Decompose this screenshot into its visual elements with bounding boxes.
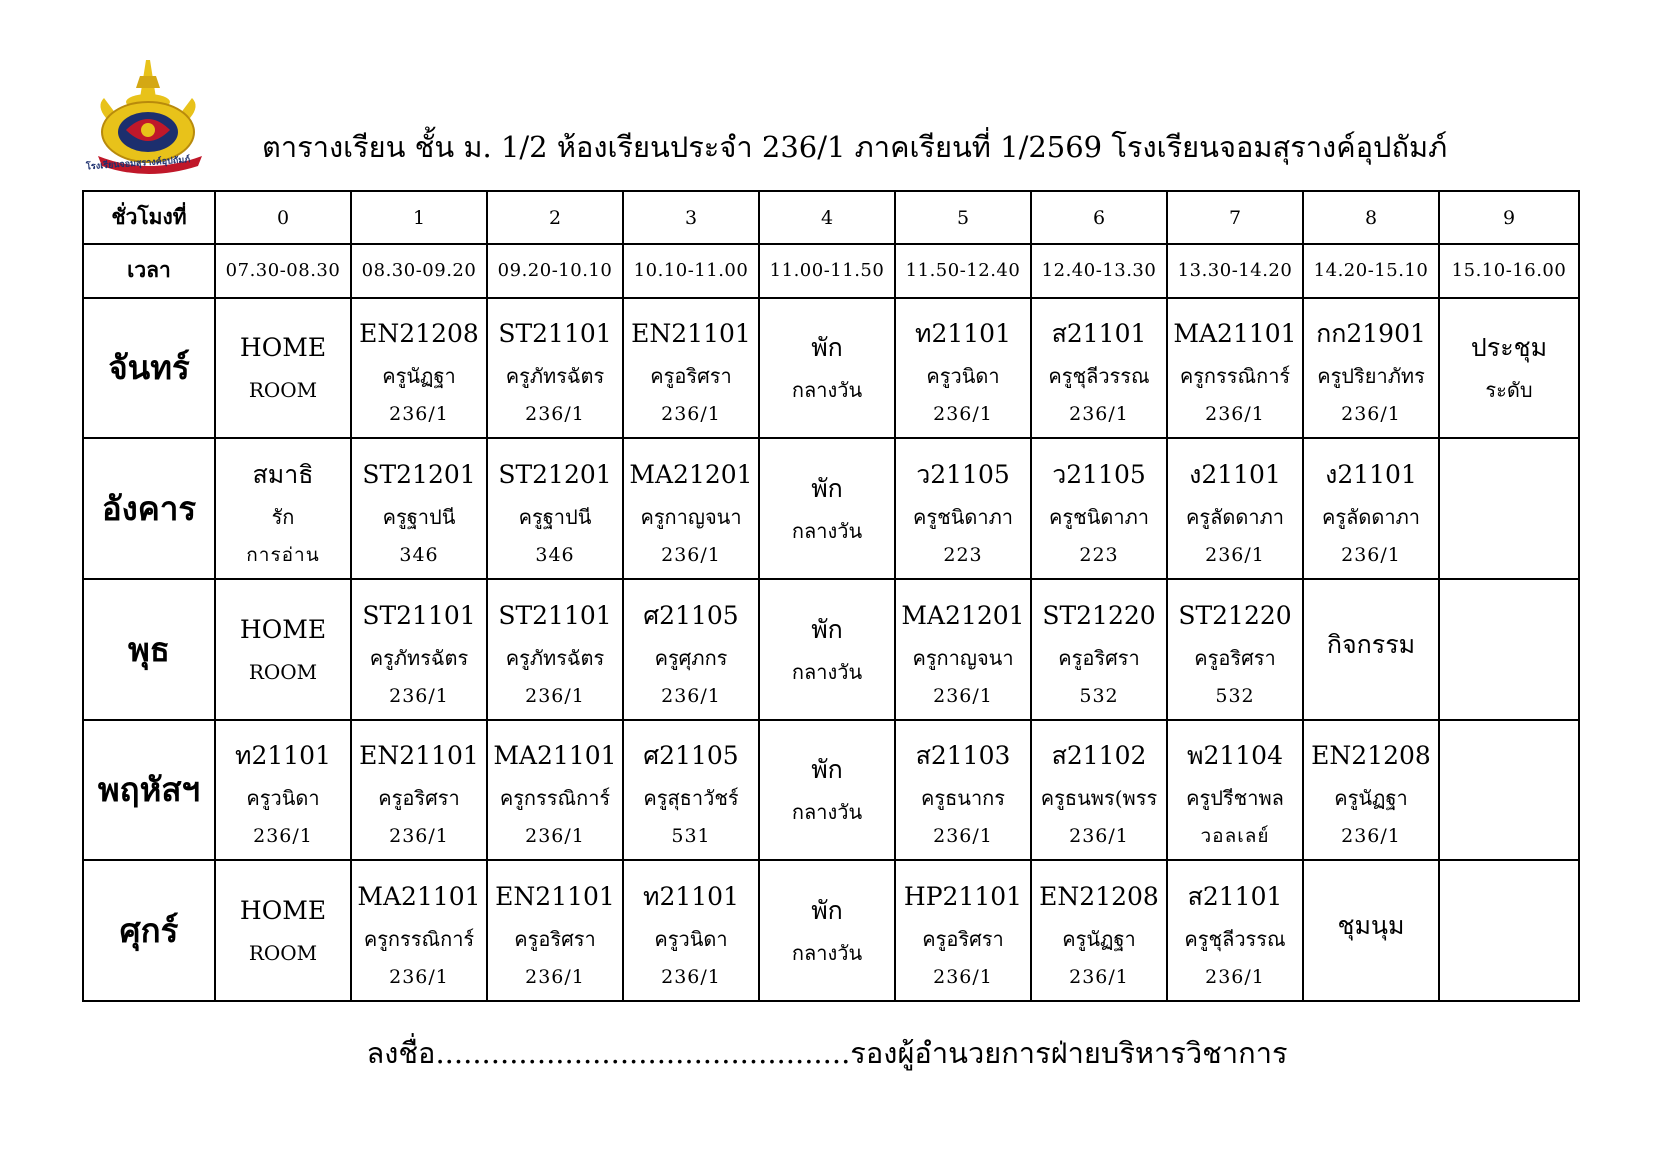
cell-subject: EN21101 [359, 741, 479, 771]
cell-subject: ง21101 [1189, 460, 1281, 490]
cell-teacher: รัก [271, 505, 295, 530]
schedule-cell [1439, 298, 1579, 439]
schedule-cell [759, 860, 895, 1001]
cell-subject: MA21101 [1173, 319, 1297, 349]
schedule-cell [1167, 298, 1303, 439]
cell-subject: EN21208 [1039, 882, 1159, 912]
schedule-cell [1167, 579, 1303, 720]
schedule-cell [1439, 720, 1579, 861]
cell-room: 236/1 [1205, 966, 1265, 989]
cell-room: 236/1 [933, 825, 993, 848]
cell-subject: ชุมนุม [1337, 911, 1405, 941]
cell-subject: ว21105 [1052, 460, 1146, 490]
cell-room: 223 [1079, 544, 1119, 567]
period-number: 6 [1031, 191, 1167, 244]
schedule-cell [895, 860, 1031, 1001]
cell-subject: HP21101 [903, 882, 1023, 912]
cell-room: 236/1 [389, 403, 449, 426]
cell-subject: MA21101 [493, 741, 617, 771]
cell-room: 532 [1079, 684, 1119, 707]
cell-subject: ST21101 [498, 319, 612, 349]
schedule-cell [487, 720, 623, 861]
schedule-cell [1439, 438, 1579, 579]
school-emblem [86, 58, 214, 178]
cell-subject: HOME [239, 614, 327, 644]
period-number: 0 [215, 191, 351, 244]
schedule-cell [759, 579, 895, 720]
cell-teacher: ครูสุธาวัชร์ [643, 786, 739, 811]
cell-subject: MA21201 [629, 460, 753, 490]
time-range: 09.20-10.10 [487, 244, 623, 297]
schedule-cell [895, 298, 1031, 439]
cell-teacher: กลางวัน [791, 941, 863, 966]
schedule-cell [215, 579, 351, 720]
schedule-cell [1303, 298, 1439, 439]
cell-teacher: ครูอริศรา [1058, 645, 1140, 670]
schedule-cell [759, 298, 895, 439]
time-range: 14.20-15.10 [1303, 244, 1439, 297]
cell-teacher: ครูอริศรา [514, 927, 596, 952]
period-number: 8 [1303, 191, 1439, 244]
cell-subject: ST21101 [362, 600, 476, 630]
period-number: 5 [895, 191, 1031, 244]
emblem-caption: โรงเรียนจอมสุรางค์อุปถัมภ์ [85, 155, 191, 173]
cell-teacher: ROOM [248, 941, 318, 966]
cell-teacher: ครูวนิดา [654, 927, 728, 952]
period-label: ชั่วโมงที่ [83, 191, 215, 244]
schedule-cell [1031, 720, 1167, 861]
cell-subject: ST21201 [362, 460, 476, 490]
schedule-cell [1439, 579, 1579, 720]
cell-subject: ST21220 [1042, 600, 1156, 630]
cell-teacher: ครูฐาปนี [382, 505, 456, 530]
cell-teacher: ครูชุลีวรรณ [1184, 927, 1286, 952]
schedule-cell [1031, 860, 1167, 1001]
cell-room: 236/1 [525, 966, 585, 989]
cell-room: 236/1 [1205, 544, 1265, 567]
schedule-cell [351, 579, 487, 720]
cell-subject: ท21101 [642, 882, 739, 912]
cell-teacher: ครูนัฏฐา [382, 364, 456, 389]
cell-teacher: ครูนัฏฐา [1334, 786, 1408, 811]
cell-subject: HOME [239, 333, 327, 363]
cell-subject: EN21208 [359, 319, 479, 349]
cell-teacher: ครูวนิดา [246, 786, 320, 811]
cell-room: 236/1 [661, 966, 721, 989]
time-range: 15.10-16.00 [1439, 244, 1579, 297]
schedule-cell [215, 438, 351, 579]
cell-room: 531 [671, 825, 711, 848]
schedule-cell [1031, 438, 1167, 579]
cell-subject: พัก [811, 896, 843, 926]
cell-subject: กก21901 [1316, 319, 1426, 349]
cell-subject: ว21105 [916, 460, 1010, 490]
cell-subject: ST21101 [498, 600, 612, 630]
day-name: พฤหัสฯ [83, 720, 215, 861]
cell-teacher: ครูภัทรฉัตร [505, 645, 605, 670]
cell-room: 236/1 [661, 544, 721, 567]
cell-teacher: ครูปรีชาพล [1186, 786, 1284, 811]
cell-room: 236/1 [1341, 403, 1401, 426]
cell-subject: ส21102 [1051, 741, 1147, 771]
cell-room: 236/1 [253, 825, 313, 848]
cell-teacher: กลางวัน [791, 519, 863, 544]
cell-room: 236/1 [1069, 966, 1129, 989]
cell-teacher: ครูธนากร [920, 786, 1006, 811]
cell-teacher: ครูชนิดาภา [913, 505, 1013, 530]
cell-teacher: ครูลัดดาภา [1186, 505, 1284, 530]
day-name: พุธ [83, 579, 215, 720]
schedule-cell [215, 298, 351, 439]
cell-teacher: ครูธนพร(พรร [1040, 786, 1158, 811]
period-number: 1 [351, 191, 487, 244]
period-number: 2 [487, 191, 623, 244]
schedule-cell [1031, 298, 1167, 439]
cell-subject: ท21101 [234, 741, 331, 771]
cell-subject: ประชุม [1470, 333, 1548, 363]
cell-teacher: ครูอริศรา [378, 786, 460, 811]
cell-subject: EN21208 [1311, 741, 1431, 771]
cell-teacher: ครูศุภกร [654, 645, 728, 670]
cell-subject: พ21104 [1186, 741, 1283, 771]
schedule-cell [623, 860, 759, 1001]
cell-room: 236/1 [1205, 403, 1265, 426]
schedule-cell [1303, 579, 1439, 720]
period-number: 9 [1439, 191, 1579, 244]
schedule-cell [623, 720, 759, 861]
schedule-cell [895, 438, 1031, 579]
cell-room: 236/1 [1069, 403, 1129, 426]
cell-teacher: ครูภัทรฉัตร [505, 364, 605, 389]
day-name: อังคาร [83, 438, 215, 579]
cell-subject: พัก [811, 333, 843, 363]
schedule-cell [1167, 860, 1303, 1001]
cell-room: 346 [399, 544, 439, 567]
day-row [83, 579, 1579, 720]
timetable [82, 190, 1580, 1002]
cell-room: 236/1 [933, 403, 993, 426]
page-title: ตารางเรียน ชั้น ม. 1/2 ห้องเรียนประจำ 236/1 ภาคเรียนที่ 1/2569 โรงเรียนจอมสุรางค์อุปถัมภ์ [262, 130, 1448, 164]
schedule-cell [1031, 579, 1167, 720]
period-row [83, 191, 1579, 244]
cell-teacher: ครูวนิดา [926, 364, 1000, 389]
cell-room: 223 [943, 544, 983, 567]
cell-teacher: ครูภัทรฉัตร [369, 645, 469, 670]
time-range: 12.40-13.30 [1031, 244, 1167, 297]
schedule-cell [351, 720, 487, 861]
schedule-cell [895, 579, 1031, 720]
schedule-cell [1439, 860, 1579, 1001]
period-number: 7 [1167, 191, 1303, 244]
signature-line: ลงชื่อ.............................................รองผู้อำนวยการฝ่ายบริหารวิชาการ [366, 1036, 1288, 1070]
cell-teacher: ครูกรรณิการ์ [499, 786, 611, 811]
cell-teacher: ครูกาญจนา [912, 645, 1014, 670]
period-number: 4 [759, 191, 895, 244]
cell-teacher: กลางวัน [791, 800, 863, 825]
cell-teacher: ครูชนิดาภา [1049, 505, 1149, 530]
schedule-cell [351, 438, 487, 579]
cell-subject: พัก [811, 755, 843, 785]
cell-teacher: ครูกาญจนา [640, 505, 742, 530]
schedule-cell [623, 579, 759, 720]
schedule-cell [487, 438, 623, 579]
schedule-cell [623, 438, 759, 579]
cell-room: 236/1 [933, 966, 993, 989]
time-range: 10.10-11.00 [623, 244, 759, 297]
day-row [83, 860, 1579, 1001]
cell-teacher: ครูลัดดาภา [1322, 505, 1420, 530]
schedule-cell [215, 860, 351, 1001]
cell-subject: MA21101 [357, 882, 481, 912]
cell-teacher: ครูกรรณิการ์ [1179, 364, 1291, 389]
cell-subject: HOME [239, 896, 327, 926]
cell-room: วอลเลย์ [1200, 825, 1270, 848]
period-number: 3 [623, 191, 759, 244]
cell-room: 236/1 [389, 966, 449, 989]
cell-subject: MA21201 [901, 600, 1025, 630]
time-row [83, 244, 1579, 297]
cell-teacher: ครูอริศรา [1194, 645, 1276, 670]
cell-room: 236/1 [1341, 544, 1401, 567]
schedule-cell [1303, 860, 1439, 1001]
cell-room: 236/1 [1341, 825, 1401, 848]
schedule-cell [487, 860, 623, 1001]
cell-room: 236/1 [933, 684, 993, 707]
cell-teacher: ครูกรรณิการ์ [363, 927, 475, 952]
cell-subject: ST21220 [1178, 600, 1292, 630]
cell-room: 346 [535, 544, 575, 567]
schedule-cell [351, 860, 487, 1001]
schedule-cell [487, 579, 623, 720]
day-row [83, 298, 1579, 439]
time-range: 07.30-08.30 [215, 244, 351, 297]
cell-subject: ง21101 [1325, 460, 1417, 490]
day-row [83, 720, 1579, 861]
cell-room: 236/1 [389, 825, 449, 848]
time-range: 13.30-14.20 [1167, 244, 1303, 297]
cell-teacher: ครูนัฏฐา [1062, 927, 1136, 952]
cell-subject: ศ21105 [643, 600, 739, 630]
day-name: ศุกร์ [83, 860, 215, 1001]
cell-subject: ส21101 [1051, 319, 1147, 349]
schedule-cell [623, 298, 759, 439]
schedule-cell [759, 438, 895, 579]
cell-teacher: ครูปริยาภัทร [1317, 364, 1425, 389]
schedule-cell [1167, 438, 1303, 579]
cell-teacher: ครูอริศรา [650, 364, 732, 389]
cell-subject: ศ21105 [643, 741, 739, 771]
time-range: 11.50-12.40 [895, 244, 1031, 297]
cell-teacher: ครูฐาปนี [518, 505, 592, 530]
cell-teacher: กลางวัน [791, 659, 863, 684]
time-label: เวลา [83, 244, 215, 297]
cell-teacher: ครูชุลีวรรณ [1048, 364, 1150, 389]
cell-subject: EN21101 [631, 319, 751, 349]
cell-subject: ท21101 [914, 319, 1011, 349]
cell-teacher: ระดับ [1485, 378, 1533, 403]
cell-teacher: ครูอริศรา [922, 927, 1004, 952]
cell-room: 236/1 [389, 684, 449, 707]
schedule-cell [1303, 438, 1439, 579]
cell-room: 236/1 [525, 825, 585, 848]
cell-subject: กิจกรรม [1326, 629, 1416, 659]
cell-subject: ส21103 [915, 741, 1011, 771]
day-row [83, 438, 1579, 579]
cell-room: 532 [1215, 684, 1255, 707]
cell-room: 236/1 [661, 403, 721, 426]
cell-teacher: กลางวัน [791, 378, 863, 403]
time-range: 08.30-09.20 [351, 244, 487, 297]
schedule-cell [1167, 720, 1303, 861]
cell-room: 236/1 [1069, 825, 1129, 848]
schedule-cell [1303, 720, 1439, 861]
cell-subject: พัก [811, 614, 843, 644]
schedule-cell [895, 720, 1031, 861]
cell-room: 236/1 [525, 684, 585, 707]
cell-teacher: ROOM [248, 378, 318, 403]
time-range: 11.00-11.50 [759, 244, 895, 297]
cell-room: 236/1 [525, 403, 585, 426]
schedule-cell [487, 298, 623, 439]
cell-subject: ST21201 [498, 460, 612, 490]
schedule-cell [759, 720, 895, 861]
cell-subject: ส21101 [1187, 882, 1283, 912]
schedule-cell [215, 720, 351, 861]
day-name: จันทร์ [83, 298, 215, 439]
cell-subject: พัก [811, 474, 843, 504]
cell-teacher: ROOM [248, 659, 318, 684]
cell-subject: EN21101 [495, 882, 615, 912]
schedule-cell [351, 298, 487, 439]
cell-subject: สมาธิ [252, 460, 314, 490]
cell-room: การอ่าน [246, 544, 320, 567]
cell-room: 236/1 [661, 684, 721, 707]
